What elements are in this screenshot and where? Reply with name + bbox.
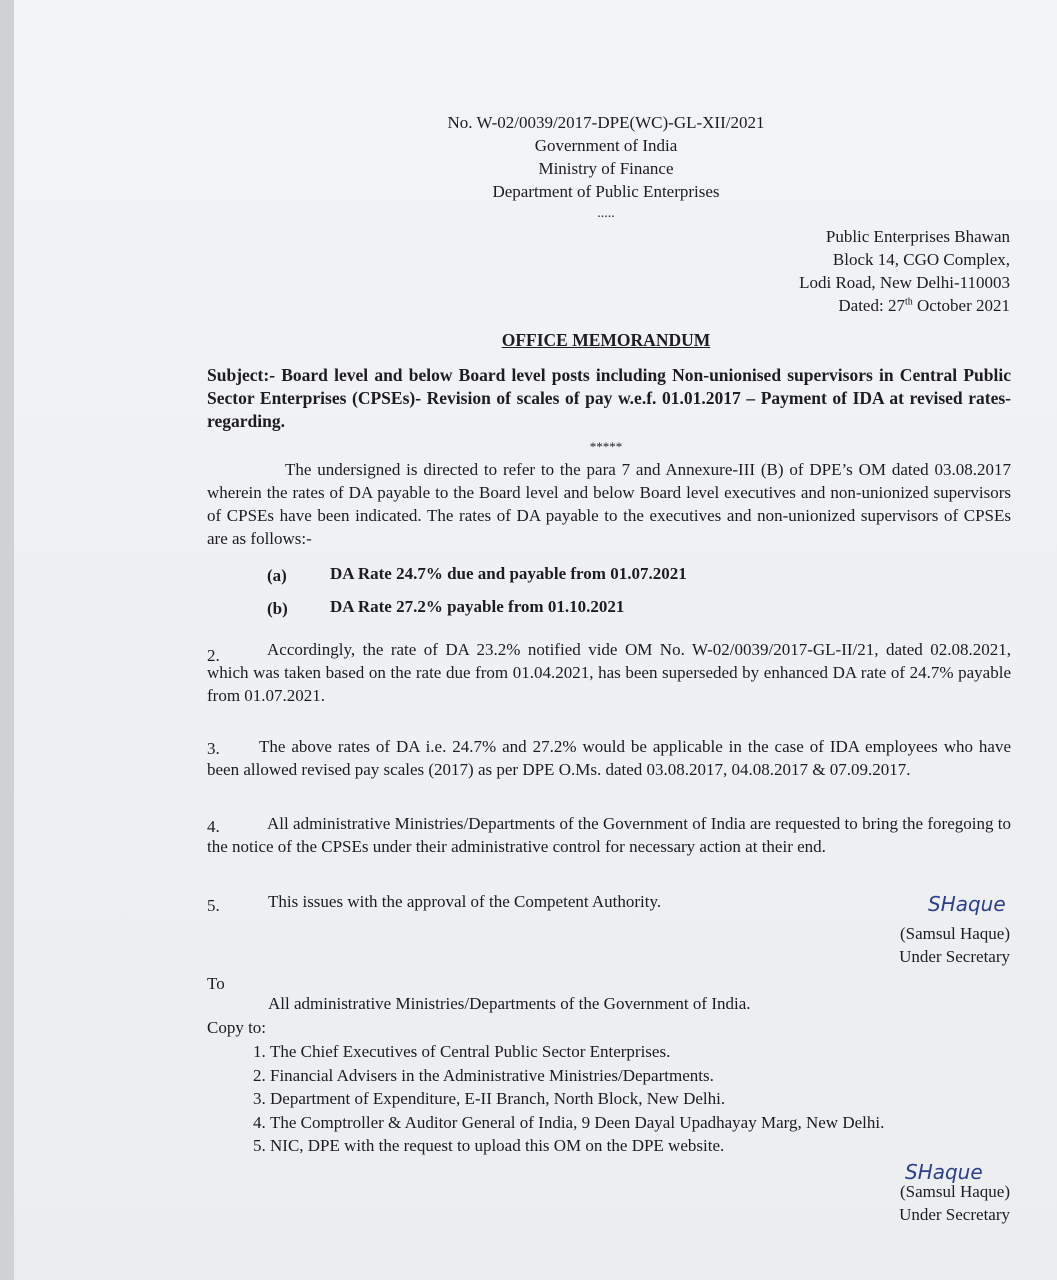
to-label: To: [207, 974, 225, 993]
to-text: All administrative Ministries/Departments of the Government of India.: [268, 994, 751, 1013]
paragraph-5: This issues with the approval of the Competent Authority.: [268, 892, 662, 911]
stars-separator: *****: [589, 439, 623, 454]
signatory-name-2: (Samsul Haque): [899, 1182, 1010, 1201]
page-title: OFFICE MEMORANDUM: [501, 330, 711, 350]
paragraph-3-number: 3.: [207, 739, 220, 758]
signatory-designation-1: Under Secretary: [899, 947, 1010, 966]
signatory-designation-2: Under Secretary: [899, 1205, 1010, 1224]
rate-b-text: DA Rate 27.2% payable from 01.10.2021: [330, 597, 625, 616]
rate-b-label: (b): [267, 599, 288, 618]
paragraph-4-number: 4.: [207, 817, 220, 836]
paragraph-1: The undersigned is directed to refer to the para 7 and Annexure-III (B) of DPE’s OM dated 03.08.2017 wherein the rates of DA payable to the Board level and below Board level executives and non-unionized supervisors of CPSEs have been indicated. The rates of DA payable to the executives and non-unionized supervisors of CPSEs are as follows:-: [207, 460, 1011, 548]
subject-text: Subject:- Board level and below Board level posts including Non-unionised supervisors in Central Public Sector Enterprises (CPSEs)- Revision of scales of pay w.e.f. 01.01.2017 – Payment of IDA at revised rates-regarding.: [207, 365, 1011, 431]
dated-prefix: Dated: 27: [838, 296, 905, 315]
scan-edge: [0, 0, 14, 1280]
reference-number: No. W-02/0039/2017-DPE(WC)-GL-XII/2021: [447, 113, 765, 132]
signature-1: SHaque: [928, 892, 1006, 916]
copy-item: 1. The Chief Executives of Central Public Sector Enterprises.: [270, 1040, 884, 1064]
dated-line: [838, 295, 1010, 317]
header-government: Government of India: [534, 136, 678, 155]
address-line-1: Public Enterprises Bhawan: [825, 227, 1010, 246]
copy-item: 4. The Comptroller & Auditor General of India, 9 Deen Dayal Upadhayay Marg, New Delhi.: [270, 1111, 884, 1135]
rate-a-label: (a): [267, 566, 287, 585]
header-department: Department of Public Enterprises: [492, 182, 720, 201]
signature-2: SHaque: [905, 1160, 983, 1184]
copy-item: 5. NIC, DPE with the request to upload this OM on the DPE website.: [270, 1134, 884, 1158]
copy-item: 3. Department of Expenditure, E-II Branch, North Block, New Delhi.: [270, 1087, 884, 1111]
header-ministry: Ministry of Finance: [538, 159, 674, 178]
dated-sup: th: [904, 296, 913, 308]
copy-list: [228, 1040, 884, 1158]
rate-a-text: DA Rate 24.7% due and payable from 01.07.2021: [330, 564, 687, 583]
copy-item: 2. Financial Advisers in the Administrative Ministries/Departments.: [270, 1064, 884, 1088]
paragraph-4: All administrative Ministries/Departments of the Government of India are requested to bring the foregoing to the notice of the CPSEs under their administrative control for necessary action at their end.: [207, 814, 1011, 856]
address-line-2: Block 14, CGO Complex,: [832, 250, 1010, 269]
paragraph-2: Accordingly, the rate of DA 23.2% notified vide OM No. W-02/0039/2017-GL-II/21, dated 02.08.2021, which was taken based on the rate due from 01.04.2021, has been superseded by enhanced DA rate of 24.7% payable from 01.07.2021.: [207, 640, 1011, 705]
dated-suffix: October 2021: [912, 296, 1010, 315]
address-line-3: Lodi Road, New Delhi-110003: [799, 273, 1010, 292]
signatory-name-1: (Samsul Haque): [899, 924, 1010, 943]
paragraph-5-number: 5.: [207, 896, 220, 915]
paragraph-2-number: 2.: [207, 646, 220, 665]
header-dots: .....: [597, 206, 615, 221]
paragraph-3: The above rates of DA i.e. 24.7% and 27.2% would be applicable in the case of IDA employees who have been allowed revised pay scales (2017) as per DPE O.Ms. dated 03.08.2017, 04.08.2017 & 07.09.2017.: [207, 737, 1011, 779]
copy-to-label: Copy to:: [207, 1018, 267, 1037]
